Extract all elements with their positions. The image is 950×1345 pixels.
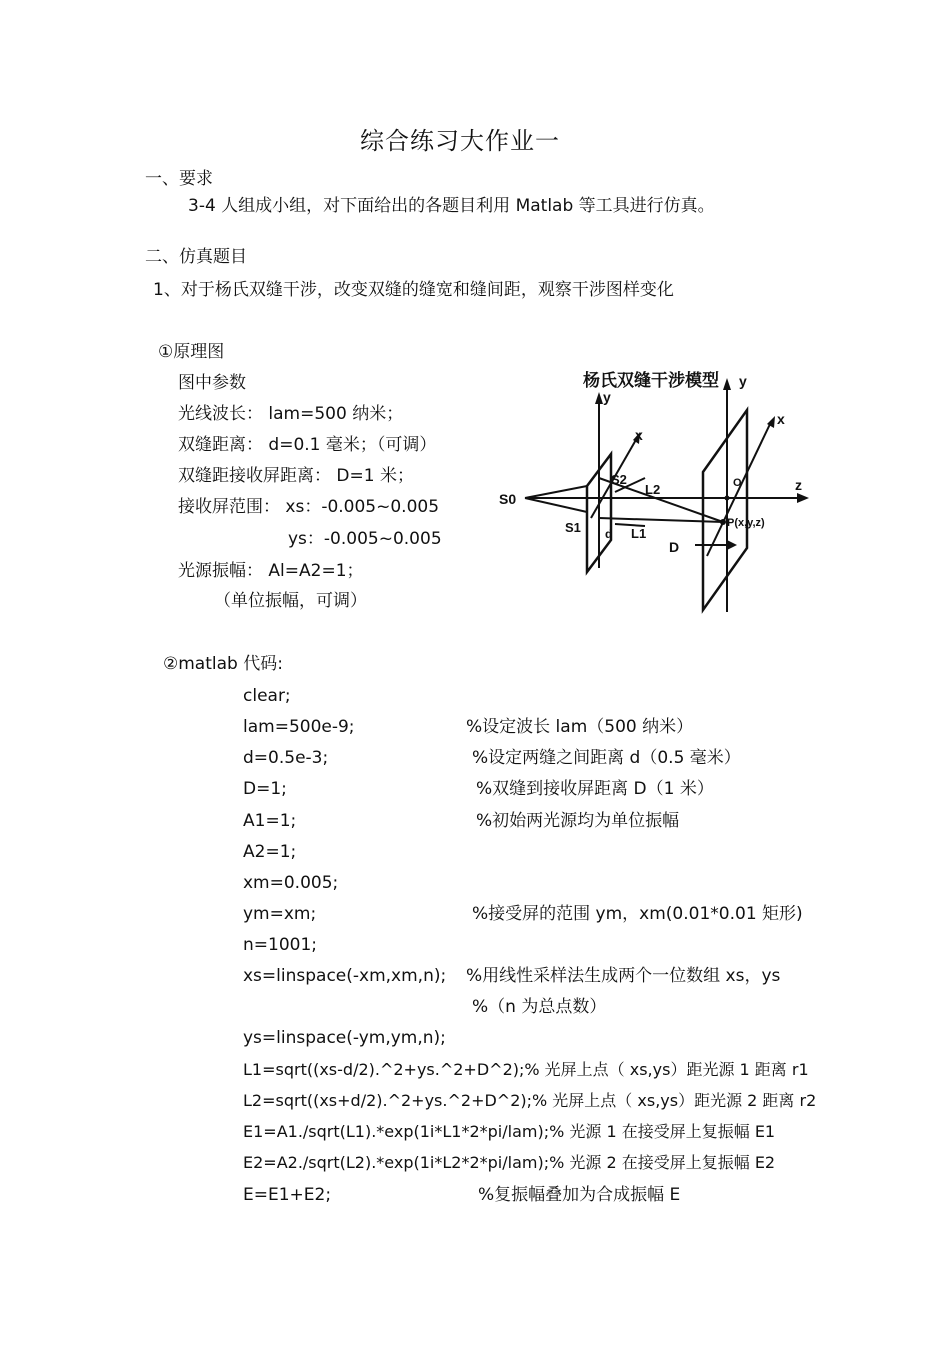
code-line: E1=A1./sqrt(L1).*exp(1i*L1*2*pi/lam);% 光源 1 在接受屏上复振幅 E1 (243, 1122, 776, 1141)
code-comment: %（n 为总点数） (472, 997, 607, 1017)
params-heading: 图中参数 (178, 373, 246, 393)
screen-point (720, 519, 726, 525)
code-line: A2=1; (243, 842, 297, 862)
page-title: 综合练习大作业一 (360, 127, 560, 155)
code-line: D=1; (243, 779, 287, 799)
svg-text:x: x (635, 427, 643, 443)
param-line: ys：-0.005~0.005 (288, 529, 442, 549)
param-line: 光线波长： lam=500 纳米； (178, 404, 404, 424)
code-line: n=1001; (243, 935, 318, 955)
screen-plane (703, 410, 747, 610)
code-line: ys=linspace(-ym,ym,n); (243, 1028, 446, 1048)
screen-origin (725, 496, 730, 501)
code-comment: %接受屏的范围 ym，xm(0.01*0.01 矩形) (472, 904, 803, 924)
svg-text:D: D (669, 539, 680, 555)
svg-text:y: y (739, 373, 747, 389)
param-line: 接收屏范围： xs：-0.005~0.005 (178, 497, 440, 517)
code-comment: %设定波长 lam（500 纳米） (466, 717, 694, 737)
screen-x-axis (707, 422, 771, 556)
param-line: 双缝距离： d=0.1 毫米；（可调） (178, 435, 437, 455)
young-double-slit-diagram (495, 360, 815, 616)
svg-text:d: d (605, 527, 613, 541)
param-line: （单位振幅，可调） (214, 591, 367, 611)
section-2-heading: 二、仿真题目 (145, 247, 247, 267)
code-line: d=0.5e-3; (243, 748, 329, 768)
z-axis-arrow (797, 493, 809, 503)
svg-text:P(x,y,z): P(x,y,z) (727, 517, 765, 529)
svg-text:L2: L2 (645, 482, 661, 497)
svg-text:O: O (733, 477, 742, 489)
diagram-title: 杨氏双缝干涉模型 (583, 371, 719, 390)
svg-text:S0: S0 (499, 491, 517, 507)
param-line: 光源振幅： Al=A2=1； (178, 561, 364, 581)
svg-text:z: z (795, 477, 802, 493)
code-line: clear; (243, 686, 291, 706)
svg-text:y: y (603, 389, 611, 405)
code-comment: %初始两光源均为单位振幅 (476, 811, 680, 831)
code-line: L2=sqrt((xs+d/2).^2+ys.^2+D^2);% 光屏上点（ xs,ys）距光源 2 距离 r2 (243, 1091, 817, 1110)
ray-s0-s1 (525, 498, 587, 512)
code-line: xs=linspace(-xm,xm,n); (243, 966, 447, 986)
svg-text:x: x (777, 411, 785, 427)
code-line: E=E1+E2; (243, 1185, 332, 1205)
svg-text:S1: S1 (565, 520, 581, 535)
section-1-body: 3-4 人组成小组，对下面给出的各题目利用 Matlab 等工具进行仿真。 (188, 196, 715, 216)
code-comment: %设定两缝之间距离 d（0.5 毫米） (472, 748, 741, 768)
code-line: ym=xm; (243, 904, 317, 924)
code-line: xm=0.005; (243, 873, 339, 893)
ray-l1 (599, 518, 723, 522)
code-comment: %用线性采样法生成两个一位数组 xs，ys (466, 966, 781, 986)
section-1-heading: 一、要求 (145, 169, 213, 189)
principle-heading: ①原理图 (158, 342, 225, 362)
code-line: lam=500e-9; (243, 717, 355, 737)
code-line: L1=sqrt((xs-d/2).^2+ys.^2+D^2);% 光屏上点（ xs,ys）距光源 1 距离 r1 (243, 1060, 809, 1079)
code-comment: %复振幅叠加为合成振幅 E (478, 1185, 681, 1205)
code-heading: ②matlab 代码: (163, 654, 283, 674)
code-comment: %双缝到接收屏距离 D（1 米） (476, 779, 714, 799)
code-line: A1=1; (243, 811, 297, 831)
param-line: 双缝距接收屏距离： D=1 米； (178, 466, 414, 486)
code-line: E2=A2./sqrt(L2).*exp(1i*L2*2*pi/lam);% 光源 2 在接受屏上复振幅 E2 (243, 1153, 776, 1172)
problem-1: 1、对于杨氏双缝干涉，改变双缝的缝宽和缝间距，观察干涉图样变化 (153, 280, 674, 300)
svg-text:L1: L1 (631, 526, 647, 541)
svg-text:S2: S2 (611, 472, 627, 487)
ray-s0-s2 (525, 486, 587, 498)
